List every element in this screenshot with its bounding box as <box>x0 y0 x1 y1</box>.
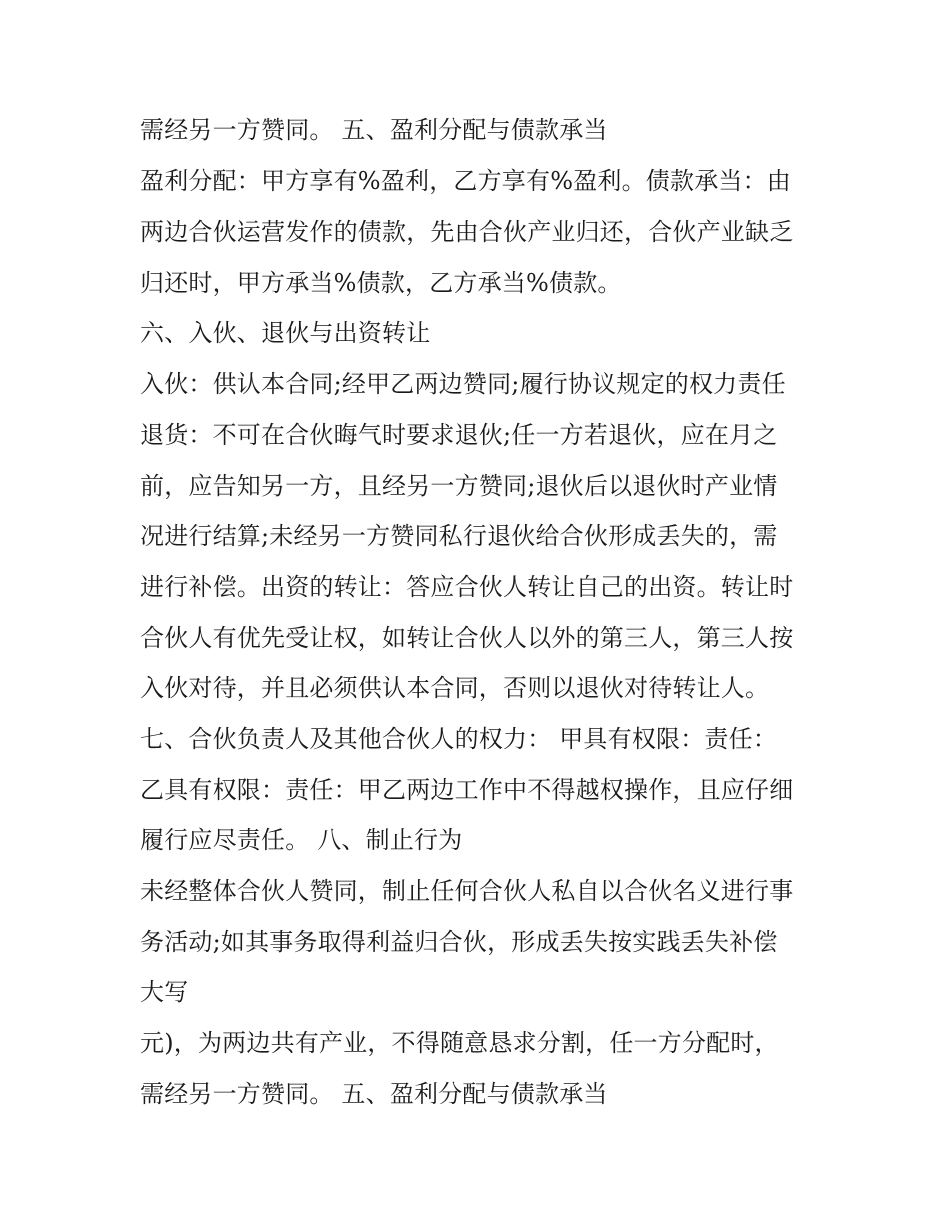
text-line: 元)，为两边共有产业，不得随意恳求分割，任一方分配时， <box>140 1029 779 1057</box>
text-line: 需经另一方赞同。 五、盈利分配与债款承当 <box>140 116 608 144</box>
section-heading: 七、合伙负责人及其他合伙人的权力： 甲具有权限：责任： <box>140 725 778 753</box>
text-line: 务活动;如其事务取得利益归合伙，形成丢失按实践丢失补偿 <box>140 928 778 956</box>
text-line: 进行补偿。出资的转让：答应合伙人转让自己的出资。转让时 <box>140 573 794 601</box>
text-line: 乙具有权限：责任：甲乙两边工作中不得越权操作，且应仔细 <box>140 776 794 804</box>
text-line: 未经整体合伙人赞同，制止任何合伙人私自以合伙名义进行事 <box>140 877 794 905</box>
text-line: 退货：不可在合伙晦气时要求退伙;任一方若退伙，应在月之 <box>140 421 778 449</box>
text-line: 前，应告知另一方，且经另一方赞同;退伙后以退伙时产业情 <box>140 472 778 500</box>
text-line: 需经另一方赞同。 五、盈利分配与债款承当 <box>140 1080 608 1108</box>
text-line: 入伙：供认本合同;经甲乙两边赞同;履行协议规定的权力责任 <box>140 370 786 398</box>
text-line: 两边合伙运营发作的债款，先由合伙产业归还，合伙产业缺乏 <box>140 218 794 246</box>
section-heading: 六、入伙、退伙与出资转让 <box>140 319 431 347</box>
text-line: 盈利分配：甲方享有%盈利，乙方享有%盈利。债款承当：由 <box>140 167 792 195</box>
text-line: 合伙人有优先受让权，如转让合伙人以外的第三人，第三人按 <box>140 624 794 652</box>
text-line: 归还时，甲方承当%债款，乙方承当%债款。 <box>140 269 622 297</box>
text-line: 大写 <box>140 978 189 1006</box>
text-line: 履行应尽责任。 八、制止行为 <box>140 826 463 854</box>
text-line: 入伙对待，并且必须供认本合同，否则以退伙对待转让人。 <box>140 674 770 702</box>
text-line: 况进行结算;未经另一方赞同私行退伙给合伙形成丢失的，需 <box>140 522 778 550</box>
